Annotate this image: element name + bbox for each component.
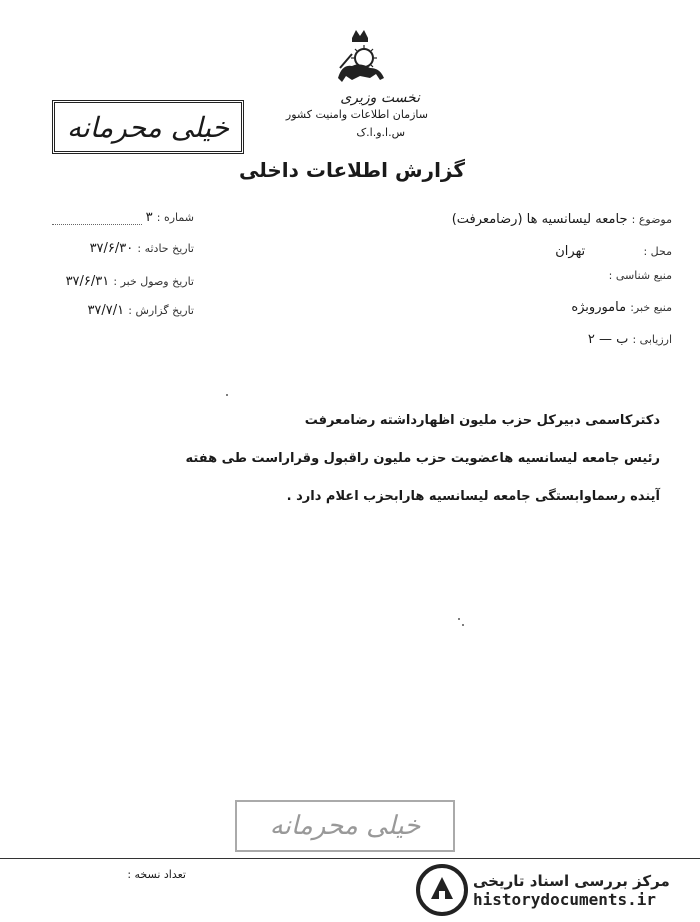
scan-speck [226, 394, 228, 396]
received-date-value: ۳۷/۶/۳۱ [65, 274, 110, 289]
report-date-label: تاریخ گزارش : [128, 304, 194, 317]
number-field [4, 210, 194, 225]
report-title: گزارش اطلاعات داخلی [238, 158, 465, 182]
received-date-field [4, 274, 194, 289]
watermark-english: historydocuments.ir [473, 889, 657, 909]
body-line-2: رئیس جامعه لیسانسیه هاعضویت حزب ملیون راقبول وقراراست طی هفته [185, 451, 660, 466]
classification-stamp-top: خیلی محرمانه [52, 100, 244, 154]
ministry-name: نخست وزیری [340, 90, 420, 106]
location-field [555, 244, 672, 259]
number-dots [52, 224, 142, 225]
body-line-1: دکترکاسمی دبیرکل حزب ملیون اظهارداشته رضامعرفت [304, 413, 660, 428]
subject-value: جامعه لیسانسیه ها (رضامعرفت) [451, 212, 628, 227]
organization-name: سازمان اطلاعات وامنیت کشور [285, 108, 428, 121]
watermark-text [473, 872, 670, 909]
body-line-3: آینده رسماوابستگی جامعه لیسانسیه هارابحزب اعلام دارد . [286, 489, 660, 504]
archive-watermark [415, 862, 695, 918]
number-label: شماره : [156, 211, 194, 224]
scan-speck [458, 618, 460, 620]
event-date-value: ۳۷/۶/۳۰ [89, 241, 134, 256]
lion-and-sun-emblem-icon [330, 28, 390, 86]
report-date-field [4, 303, 194, 318]
subject-label: موضوع : [631, 213, 672, 226]
classification-stamp-bottom: خیلی محرمانه [235, 800, 455, 852]
verification-field [609, 268, 672, 283]
assessment-value: ب — ۲ [587, 332, 629, 347]
location-label: محل : [643, 245, 672, 258]
copies-label: تعداد نسخه : [127, 868, 186, 881]
report-date-value: ۳۷/۷/۱ [87, 303, 125, 318]
source-field [571, 300, 672, 315]
source-value: ماموروبژه [571, 300, 627, 315]
verification-label: منبع شناسی : [608, 269, 672, 282]
scan-speck [462, 624, 464, 626]
organization-reference: س.ا.و.ا.ک [356, 126, 405, 139]
subject-field [452, 212, 672, 227]
location-value: تهران [555, 244, 586, 259]
archive-logo-icon [415, 863, 469, 917]
received-date-label: تاریخ وصول خبر : [113, 275, 194, 288]
event-date-field [4, 241, 194, 256]
assessment-label: ارزیابی : [632, 333, 672, 346]
assessment-field [588, 332, 672, 347]
source-label: منبع خبر: [630, 301, 672, 314]
number-value: ۳ [145, 210, 153, 225]
report-body [100, 402, 660, 516]
event-date-label: تاریخ حادثه : [137, 242, 194, 255]
footer-divider [0, 858, 700, 859]
watermark-persian: مرکز بررسی اسناد تاریخی [473, 871, 670, 890]
